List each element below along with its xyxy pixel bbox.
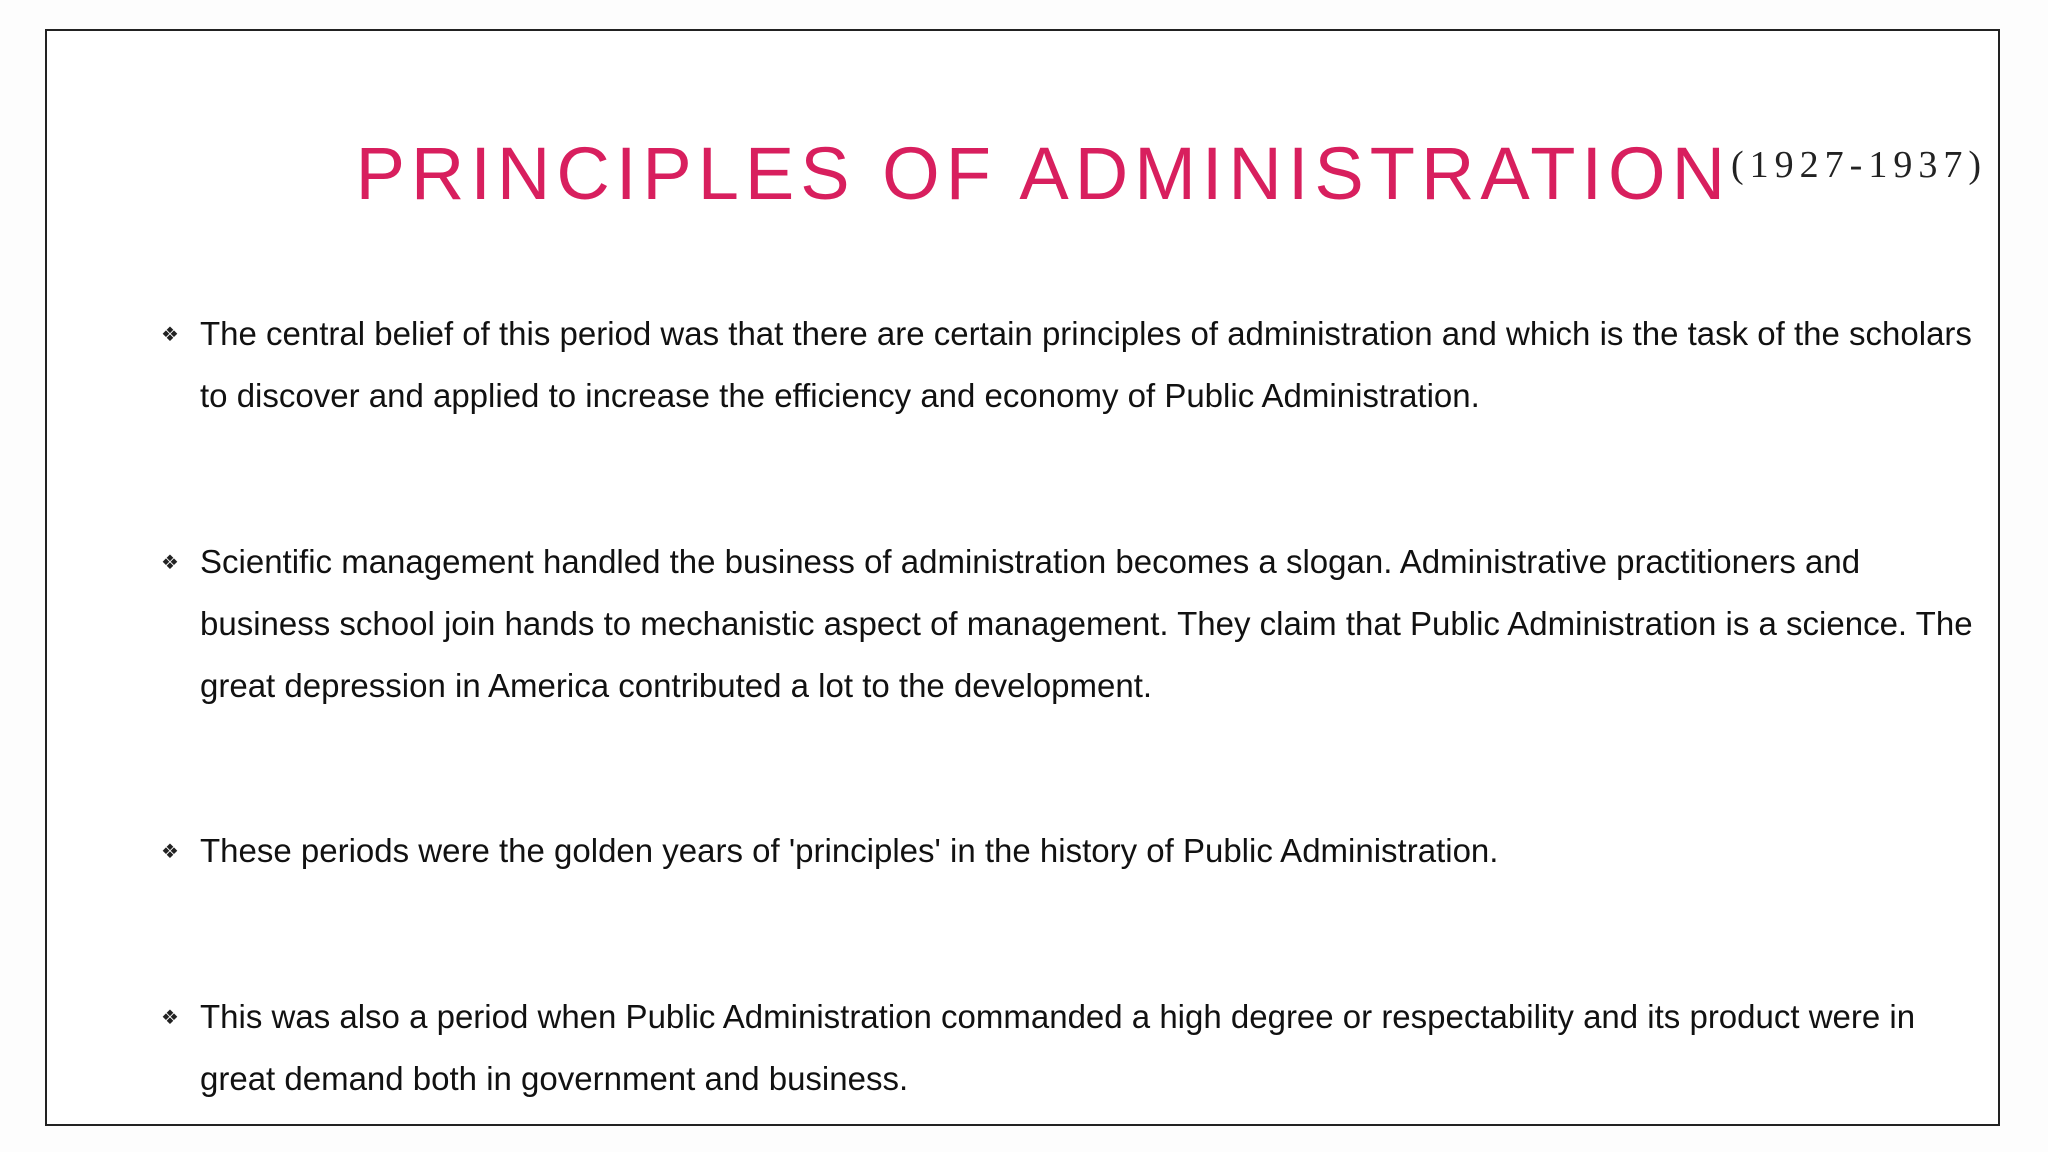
- bullet-text: Scientific management handled the business of administration becomes a slogan. Administrative practitioners and business school join hands to mechanistic aspect of management. They claim that Public Administration is a science. The great depression in America contributed a lot to the development.: [200, 543, 1973, 704]
- bullet-item: [117, 303, 1987, 427]
- bullet-text: These periods were the golden years of 'principles' in the history of Public Administration.: [200, 832, 1499, 869]
- four-diamond-bullet-icon: ❖: [161, 839, 179, 863]
- title-years-text: (1927-1937): [1731, 144, 1987, 186]
- four-diamond-bullet-icon: ❖: [161, 322, 179, 346]
- bullet-text: This was also a period when Public Administration commanded a high degree or respectability and its product were in great demand both in government and business.: [200, 998, 1916, 1097]
- title-main-text: PRINCIPLES OF ADMINISTRATION: [355, 132, 1732, 215]
- four-diamond-bullet-icon: ❖: [161, 1005, 179, 1029]
- slide-title: [47, 131, 1987, 216]
- bullet-item: [117, 820, 1987, 882]
- bullet-item: [117, 986, 1987, 1110]
- bullet-text: The central belief of this period was that there are certain principles of administration and which is the task of the scholars to discover and applied to increase the efficiency and economy of Public Administration.: [200, 315, 1972, 414]
- bullet-item: [117, 531, 1987, 717]
- slide: [45, 29, 2000, 1126]
- four-diamond-bullet-icon: ❖: [161, 550, 179, 574]
